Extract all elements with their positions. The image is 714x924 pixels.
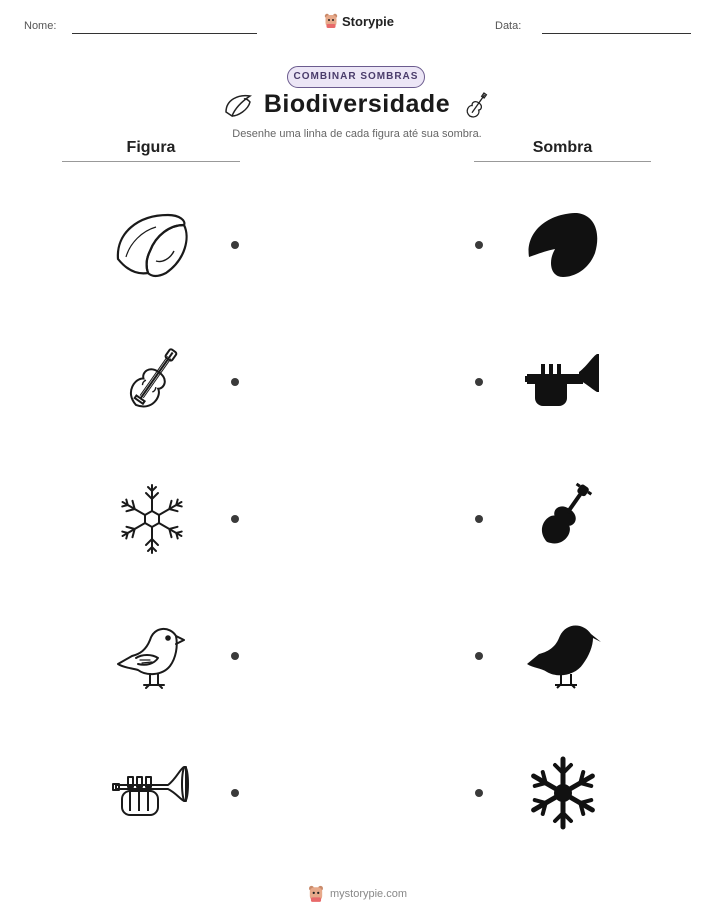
snowflake-icon[interactable] — [110, 477, 194, 561]
title-violin-icon — [462, 90, 490, 124]
figure-dot-4[interactable] — [231, 652, 239, 660]
figure-dot-5[interactable] — [231, 789, 239, 797]
column-heading-figura: Figura — [126, 139, 176, 156]
column-underline-right — [474, 161, 651, 162]
name-line — [72, 33, 257, 34]
shadow-dot-4[interactable] — [475, 652, 483, 660]
footer — [308, 885, 407, 903]
date-line — [542, 33, 691, 34]
shadow-dot-5[interactable] — [475, 789, 483, 797]
trumpet-icon[interactable] — [110, 751, 194, 835]
name-label: Nome: — [24, 20, 57, 32]
figure-dot-2[interactable] — [231, 378, 239, 386]
brand-name: Storypie — [342, 13, 395, 29]
toucan-beak-silhouette-icon[interactable] — [521, 203, 605, 287]
page-title: Biodiversidade — [263, 90, 451, 118]
footer-url[interactable]: mystorypie.com — [330, 888, 408, 900]
snowflake-silhouette-icon[interactable] — [521, 751, 605, 835]
trumpet-silhouette-icon[interactable] — [521, 340, 605, 424]
figure-dot-3[interactable] — [231, 515, 239, 523]
shadow-dot-3[interactable] — [475, 515, 483, 523]
toucan-beak-icon[interactable] — [110, 203, 194, 287]
column-heading-sombra: Sombra — [532, 139, 593, 156]
shadow-dot-1[interactable] — [475, 241, 483, 249]
violin-silhouette-icon[interactable] — [521, 477, 605, 561]
activity-badge: COMBINAR SOMBRAS — [287, 66, 425, 88]
title-toucan-beak-icon — [222, 92, 254, 120]
figure-dot-1[interactable] — [231, 241, 239, 249]
violin-icon[interactable] — [110, 340, 194, 424]
column-underline-left — [62, 161, 240, 162]
shadow-dot-2[interactable] — [475, 378, 483, 386]
instructions: Desenhe uma linha de cada figura até sua sombra. — [232, 128, 482, 140]
brand-logo — [324, 13, 394, 29]
storypie-mascot-icon — [324, 13, 338, 29]
storypie-mascot-icon — [308, 885, 324, 903]
bird-icon[interactable] — [110, 614, 194, 698]
date-label: Data: — [495, 20, 522, 32]
bird-silhouette-icon[interactable] — [521, 614, 605, 698]
